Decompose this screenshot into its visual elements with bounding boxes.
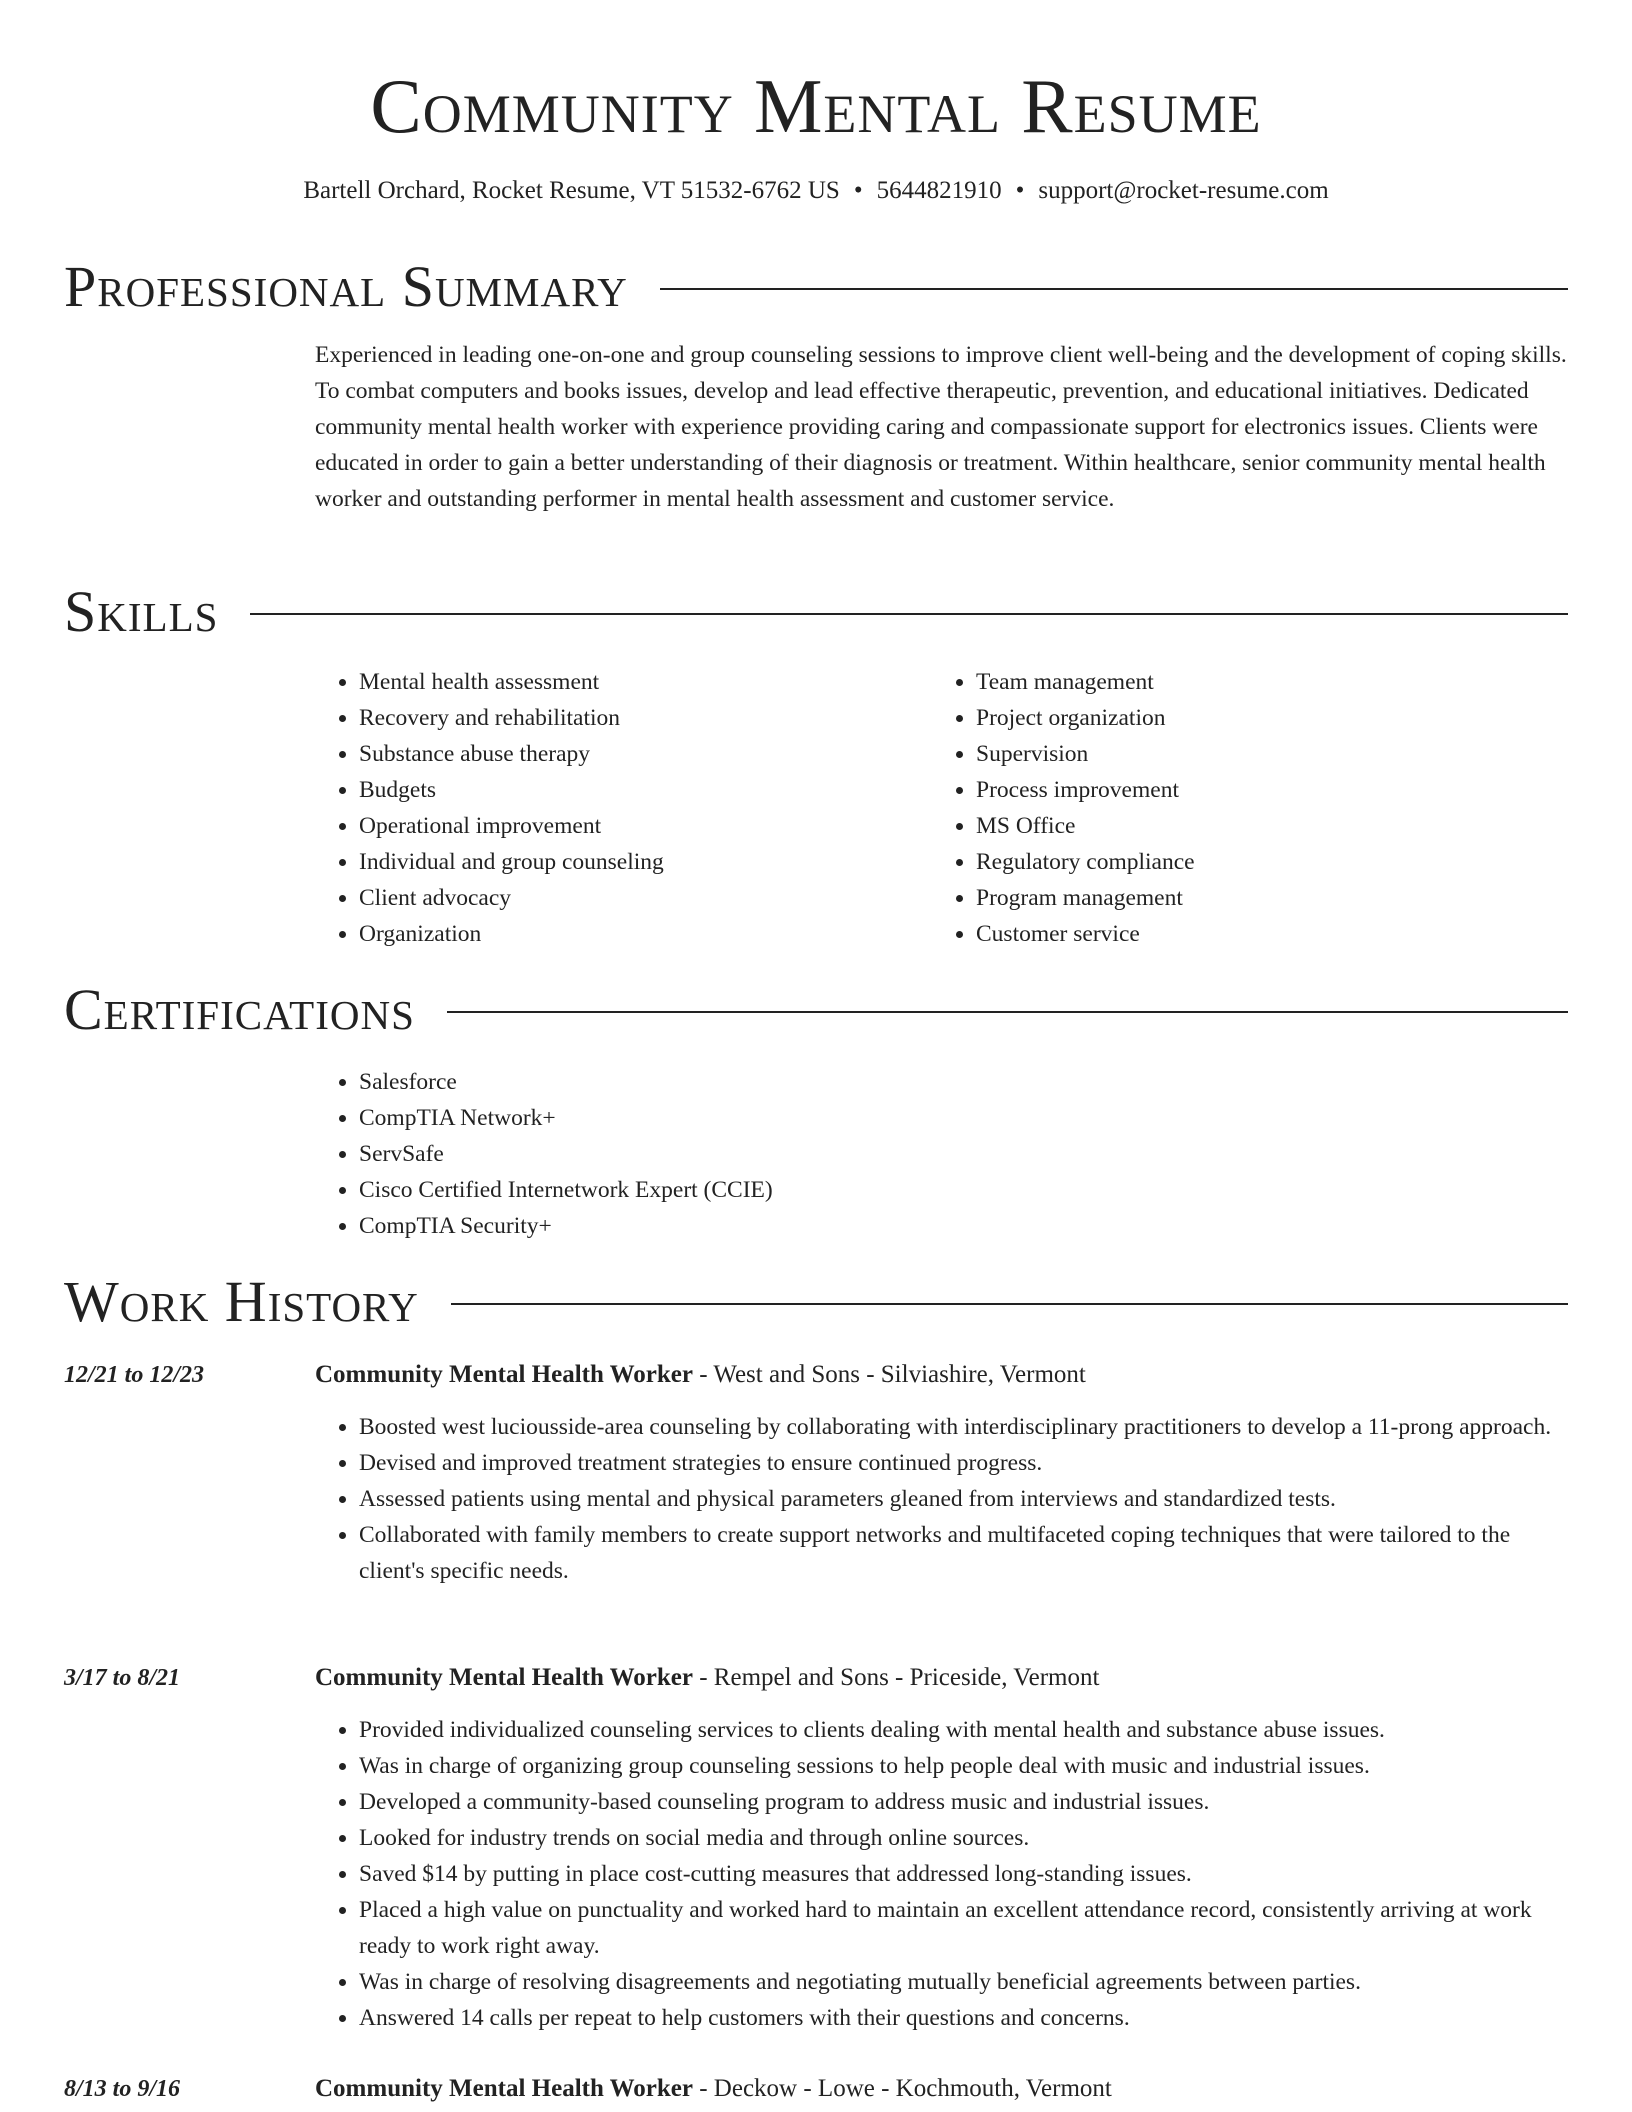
job-duty-item: • Devised and improved treatment strategies to ensure continued progress.: [359, 1445, 1568, 1481]
certifications-list: [315, 1064, 1568, 1244]
job-heading: [315, 1357, 1568, 1393]
job-heading: [315, 2071, 1568, 2107]
job-employer: - Deckow - Lowe - Kochmouth, Vermont: [692, 2075, 1112, 2102]
contact-phone: 5644821910: [876, 177, 1002, 204]
skill-item: • MS Office: [976, 808, 1549, 844]
job-dates: 8/13 to 9/16: [64, 2076, 181, 2102]
skill-item: • Recovery and rehabilitation: [359, 700, 932, 736]
job-duties: [315, 1712, 1568, 2036]
job-title: Community Mental Health Worker: [315, 1361, 693, 1388]
certification-item: • Cisco Certified Internetwork Expert (CCIE): [359, 1172, 1568, 1208]
job-duty-item: • Provided individualized counseling services to clients dealing with mental health and substance abuse issues.: [359, 1712, 1568, 1748]
certification-item: • CompTIA Security+: [359, 1208, 1568, 1244]
skill-item: • Regulatory compliance: [976, 844, 1549, 880]
job-dates: 12/21 to 12/23: [64, 1362, 205, 1388]
job-dates: 3/17 to 8/21: [64, 1665, 181, 1691]
work-history-heading: Work History: [64, 1269, 419, 1334]
certifications-section-header: [64, 975, 1568, 1045]
job-duty-item: • Placed a high value on punctuality and worked hard to maintain an excellent attendance record, consistently arriving at work ready to work right away.: [359, 1892, 1568, 1964]
certification-item: • CompTIA Network+: [359, 1100, 1568, 1136]
skill-item: • Substance abuse therapy: [359, 736, 932, 772]
job-heading: [315, 1660, 1568, 1696]
skills-column-left: [315, 664, 932, 952]
resume-name: Community Mental Resume: [370, 63, 1262, 149]
certification-item: • Salesforce: [359, 1064, 1568, 1100]
skill-item: • Program management: [976, 880, 1549, 916]
section-divider: [451, 1303, 1568, 1305]
section-divider: [250, 613, 1568, 615]
skill-item: • Budgets: [359, 772, 932, 808]
contact-email[interactable]: support@rocket-resume.com: [1038, 177, 1329, 204]
skill-item: • Mental health assessment: [359, 664, 932, 700]
job-duty-item: • Looked for industry trends on social media and through online sources.: [359, 1820, 1568, 1856]
job-employer: - West and Sons - Silviashire, Vermont: [692, 1361, 1086, 1388]
job-title: Community Mental Health Worker: [315, 1664, 693, 1691]
contact-separator: •: [853, 177, 863, 204]
job-duty-item: • Boosted west luciousside-area counseling by collaborating with interdisciplinary practitioners to develop a 11-prong approach.: [359, 1409, 1568, 1445]
section-divider: [447, 1011, 1568, 1013]
contact-line: [0, 174, 1632, 208]
skill-item: • Customer service: [976, 916, 1549, 952]
job-title: Community Mental Health Worker: [315, 2075, 693, 2102]
job-duty-item: • Collaborated with family members to create support networks and multifaceted coping techniques that were tailored to the client's specific needs.: [359, 1517, 1568, 1589]
skill-item: • Operational improvement: [359, 808, 932, 844]
work-history-section-header: [64, 1267, 1568, 1337]
skill-item: • Team management: [976, 664, 1549, 700]
certification-item: • ServSafe: [359, 1136, 1568, 1172]
skill-item: • Individual and group counseling: [359, 844, 932, 880]
job-duty-item: • Assessed patients using mental and physical parameters gleaned from interviews and standardized tests.: [359, 1481, 1568, 1517]
skills-column-right: [932, 664, 1549, 952]
job-duties: [315, 1409, 1568, 1589]
summary-heading: Professional Summary: [64, 254, 628, 319]
summary-section-header: [64, 252, 1568, 322]
contact-address: Bartell Orchard, Rocket Resume, VT 51532-6762 US: [303, 177, 840, 204]
certifications-heading: Certifications: [64, 977, 415, 1042]
skill-item: • Project organization: [976, 700, 1549, 736]
job-duty-item: • Answered 14 calls per repeat to help customers with their questions and concerns.: [359, 2000, 1568, 2036]
job-duty-item: • Was in charge of resolving disagreements and negotiating mutually beneficial agreements between parties.: [359, 1964, 1568, 2000]
skill-item: • Organization: [359, 916, 932, 952]
job-duty-item: • Saved $14 by putting in place cost-cutting measures that addressed long-standing issues.: [359, 1856, 1568, 1892]
skills-list: [315, 664, 1568, 952]
skill-item: • Process improvement: [976, 772, 1549, 808]
skills-heading: Skills: [64, 579, 219, 644]
summary-text: Experienced in leading one-on-one and group counseling sessions to improve client well-being and the development of coping skills. To combat computers and books issues, develop and lead effective therapeutic, prevention, and educational initiatives. Dedicated community mental health worker with experience providing caring and compassionate support for electronics issues. Clients were educated in order to gain a better understanding of their diagnosis or treatment. Within healthcare, senior community mental health worker and outstanding performer in mental health assessment and customer service.: [315, 342, 1567, 512]
section-divider: [660, 288, 1568, 290]
skill-item: • Supervision: [976, 736, 1549, 772]
skills-section-header: [64, 577, 1568, 647]
job-duty-item: • Was in charge of organizing group counseling sessions to help people deal with music and industrial issues.: [359, 1748, 1568, 1784]
job-employer: - Rempel and Sons - Priceside, Vermont: [692, 1664, 1100, 1691]
skill-item: • Client advocacy: [359, 880, 932, 916]
job-duty-item: • Developed a community-based counseling program to address music and industrial issues.: [359, 1784, 1568, 1820]
contact-separator: •: [1015, 177, 1025, 204]
